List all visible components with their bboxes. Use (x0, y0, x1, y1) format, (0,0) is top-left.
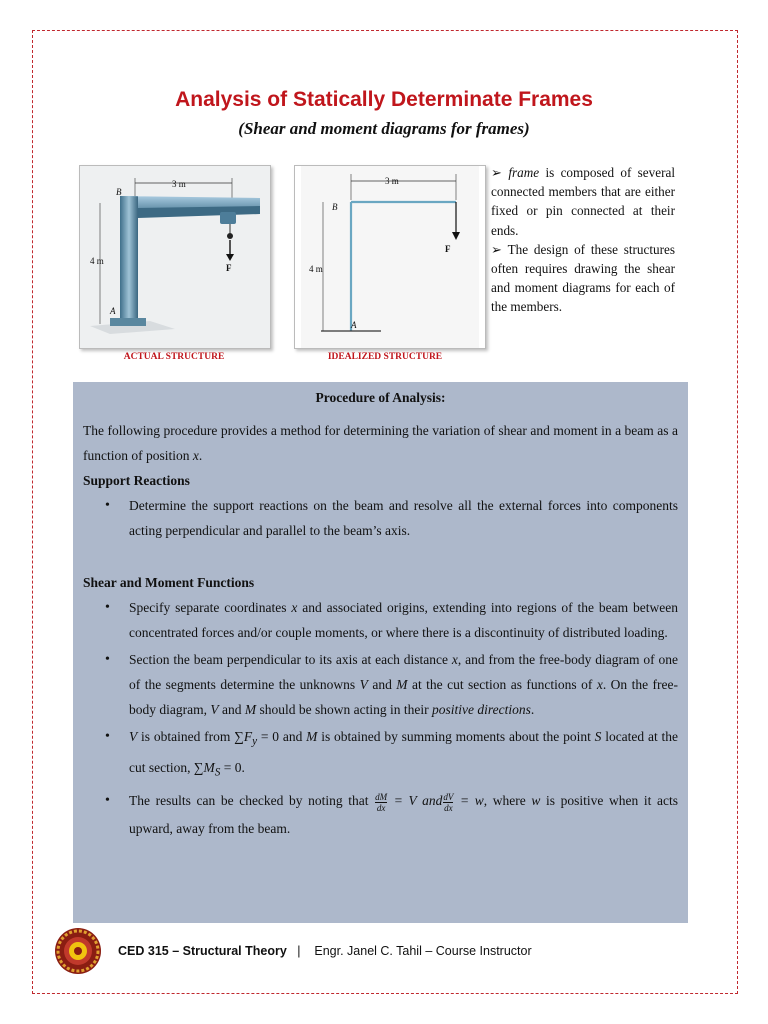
procedure-box (73, 382, 688, 923)
actual-structure-caption: ACTUAL STRUCTURE (123, 352, 225, 362)
design-note-text: The design of these structures often requires drawing the shear and moment diagrams for each of the members. (491, 241, 675, 315)
list-item: • Section the beam perpendicular to its axis at each distance x, and from the free-body diagram of one of the segments determine the unknowns V and M at the cut section as functions of x. On the free-body diagram, V and M should be shown acting in their positive directions. (83, 647, 678, 722)
arrow-bullet-icon: ➢ (491, 165, 503, 180)
idealized-label-f: F (445, 244, 451, 254)
shear-moment-list (83, 595, 678, 843)
list-item: • The results can be checked by noting that $\frac{dM}{dx}$ = V and $\frac{dV}{dx}$ = w, where w is positive when it acts upward, away from the beam. (83, 787, 678, 843)
frame-definition-text: is composed of several connected members that are either fixed or pin connected at their ends. (491, 165, 675, 238)
idealized-structure-illustration (295, 166, 485, 348)
arrow-bullet-icon: ➢ (491, 241, 503, 257)
idealized-label-a: A (351, 320, 357, 330)
footer-instructor: Engr. Janel C. Tahil – Course Instructor (314, 944, 532, 958)
footer-course: CED 315 – Structural Theory (118, 944, 287, 958)
actual-dim-top: 3 m (172, 179, 186, 189)
equation-sum-ms: $\sum M_S = 0$ (193, 759, 242, 779)
actual-label-b: B (116, 187, 122, 197)
page-subtitle: (Shear and moment diagrams for frames) (238, 119, 530, 138)
idealized-label-b: B (332, 202, 338, 212)
design-note (491, 240, 675, 317)
idealized-dim-top: 3 m (385, 176, 399, 186)
shear-moment-heading: Shear and Moment Functions (83, 575, 255, 590)
support-reactions-heading: Support Reactions (83, 473, 190, 488)
actual-label-f: F (226, 263, 232, 273)
frame-term: frame (508, 165, 540, 180)
actual-structure-figure (79, 165, 271, 349)
actual-dim-left: 4 m (90, 256, 104, 266)
footer (118, 944, 532, 958)
idealized-structure-figure (294, 165, 486, 349)
actual-label-a: A (110, 306, 116, 316)
procedure-title: Procedure of Analysis: (315, 390, 446, 405)
fraction-dv-dx: $\frac{dV}{dx}$ (443, 791, 454, 813)
list-item: • V is obtained from $\sum F_y = 0$ and M is obtained by summing moments about the point S located at the cut section, $\sum M_S = 0$. (83, 724, 678, 785)
equation-sum-fy: $\sum F_y = 0$ (234, 729, 280, 748)
idealized-dim-left: 4 m (309, 264, 323, 274)
fraction-dm-dx: $\frac{dM}{dx}$ (375, 791, 388, 813)
footer-separator: | (297, 944, 301, 958)
actual-structure-illustration (80, 166, 270, 348)
list-item: • Determine the support reactions on the beam and resolve all the external forces into components acting perpendicular and parallel to the beam’s axis. (83, 493, 678, 543)
university-seal-icon (54, 927, 102, 975)
procedure-intro: The following procedure provides a method for determining the variation of shear and moment in a beam as a function of position x. (83, 423, 678, 463)
frame-description (491, 163, 675, 317)
list-item: • Specify separate coordinates x and associated origins, extending into regions of the beam between concentrated forces and/or couple moments, or where there is a discontinuity of distributed loading. (83, 595, 678, 645)
idealized-structure-caption: IDEALIZED STRUCTURE (327, 352, 443, 362)
frame-definition (491, 163, 675, 240)
support-reactions-list (83, 493, 678, 543)
page-title: Analysis of Statically Determinate Frames (175, 88, 593, 111)
